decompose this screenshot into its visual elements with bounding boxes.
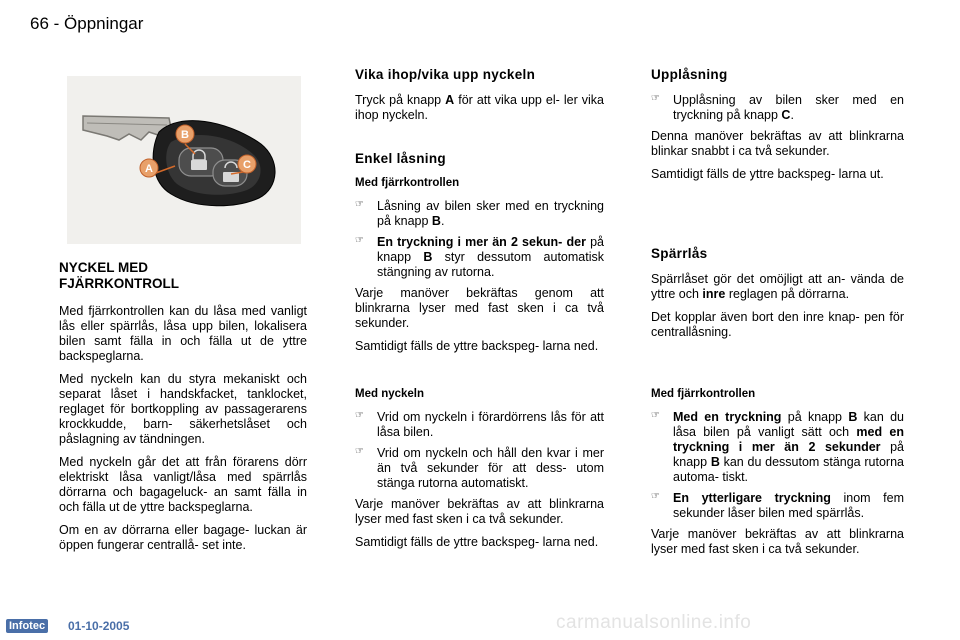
bullet-item: ☞ Låsning av bilen sker med en tryckning på knapp B. bbox=[355, 199, 604, 229]
paragraph: Denna manöver bekräftas av att blinkrarna blinkar snabbt i ca två sekunder. bbox=[651, 129, 904, 159]
paragraph: Samtidigt fälls de yttre backspeg- larna ned. bbox=[355, 339, 599, 354]
bullet-item: ☞ En ytterligare tryckning inom fem sekunder låser bilen med spärrlås. bbox=[651, 490, 904, 520]
page-title: 66 - Öppningar bbox=[30, 14, 144, 33]
paragraph: Spärrlåset gör det omöjligt att an- vända de yttre och inre reglagen på dörrarna. bbox=[651, 272, 904, 302]
paragraph: Varje manöver bekräftas genom att blinkrarna lyser med fast sken i ca två sekunder. bbox=[355, 286, 604, 331]
bullet-item: ☞ Med en tryckning på knapp B kan du låsa bilen på vanligt sätt och med en tryckning i mer än 2 sekunder på knapp B kan du dessutom stänga rutorna automa- tiskt. bbox=[651, 409, 904, 484]
paragraph: Samtidigt fälls de yttre backspeg- larna ned. bbox=[355, 534, 599, 549]
key-fob-illustration bbox=[67, 76, 301, 244]
paragraph: Det kopplar även bort den inre knap- pen för centrallåsning. bbox=[651, 310, 904, 340]
heading-deadlock: Spärrlås bbox=[651, 246, 708, 262]
key-label-b: B bbox=[181, 129, 189, 141]
section-heading-remote-key: NYCKEL MED FJÄRRKONTROLL bbox=[59, 260, 179, 292]
subheading-remote: Med fjärrkontrollen bbox=[651, 388, 756, 400]
hand-pointer-icon: ☞ bbox=[651, 93, 660, 105]
key-label-c: C bbox=[243, 159, 251, 171]
paragraph: Om en av dörrarna eller bagage- luckan är öppen fungerar centrallå- set inte. bbox=[59, 523, 307, 553]
hand-pointer-icon: ☞ bbox=[651, 409, 660, 421]
bullet-item: ☞ Vrid om nyckeln i förardörrens lås för att låsa bilen. bbox=[355, 409, 604, 439]
hand-pointer-icon: ☞ bbox=[651, 490, 660, 502]
footer-date: 01-10-2005 bbox=[68, 619, 130, 633]
paragraph: Varje manöver bekräftas av att blinkrarna lyser med fast sken i ca två sekunder. bbox=[355, 496, 604, 526]
bullet-item: ☞ Vrid om nyckeln och håll den kvar i mer än två sekunder för att dess- utom stänga rutorna automatiskt. bbox=[355, 445, 604, 490]
right-column-top bbox=[651, 67, 904, 348]
paragraph: Med fjärrkontrollen kan du låsa med vanligt lås eller spärrlås, låsa upp bilen, lokalisera bilen samt fälla in och fälla ut de yttre backspeglarna. bbox=[59, 304, 307, 364]
left-column bbox=[59, 260, 307, 561]
hand-pointer-icon: ☞ bbox=[355, 199, 364, 211]
subheading-key: Med nyckeln bbox=[355, 388, 425, 400]
hand-pointer-icon: ☞ bbox=[355, 235, 364, 247]
infotec-badge: Infotec bbox=[6, 619, 48, 633]
paragraph: Samtidigt fälls de yttre backspeg- larna ut. bbox=[651, 167, 884, 182]
middle-column-top bbox=[355, 67, 604, 362]
paragraph: Med nyckeln kan du styra mekaniskt och separat låset i handskfacket, tanklocket, reglaget för bortkoppling av passagerarens krockkudde, barn- säkerhetslåset och påslagning av tändningen. bbox=[59, 372, 307, 447]
paragraph: Varje manöver bekräftas av att blinkrarna lyser med fast sken i ca två sekunder. bbox=[651, 526, 904, 556]
bullet-item: ☞ En tryckning i mer än 2 sekun- der på knapp B styr dessutom automatisk stängning av rutorna. bbox=[355, 235, 604, 280]
watermark: carmanualsonline.info bbox=[556, 612, 752, 633]
heading-fold-key: Vika ihop/vika upp nyckeln bbox=[355, 67, 536, 82]
hand-pointer-icon: ☞ bbox=[355, 445, 364, 457]
key-label-a: A bbox=[145, 163, 153, 175]
paragraph: Tryck på knapp A för att vika upp el- ler vika ihop nyckeln. bbox=[355, 93, 604, 123]
paragraph: Med nyckeln går det att från förarens dörr elektriskt låsa vanligt/låsa med spärrlås dörrarna och bagageluck- an samt fälla in och fälla ut de yttre backspeglarna. bbox=[59, 455, 307, 515]
right-column-bottom bbox=[651, 388, 904, 565]
bullet-item: ☞ Upplåsning av bilen sker med en tryckning på knapp C. bbox=[651, 93, 904, 123]
heading-unlocking: Upplåsning bbox=[651, 67, 728, 82]
middle-column-bottom bbox=[355, 388, 604, 558]
subheading-remote: Med fjärrkontrollen bbox=[355, 177, 460, 190]
hand-pointer-icon: ☞ bbox=[355, 409, 364, 421]
heading-single-locking: Enkel låsning bbox=[355, 151, 446, 167]
